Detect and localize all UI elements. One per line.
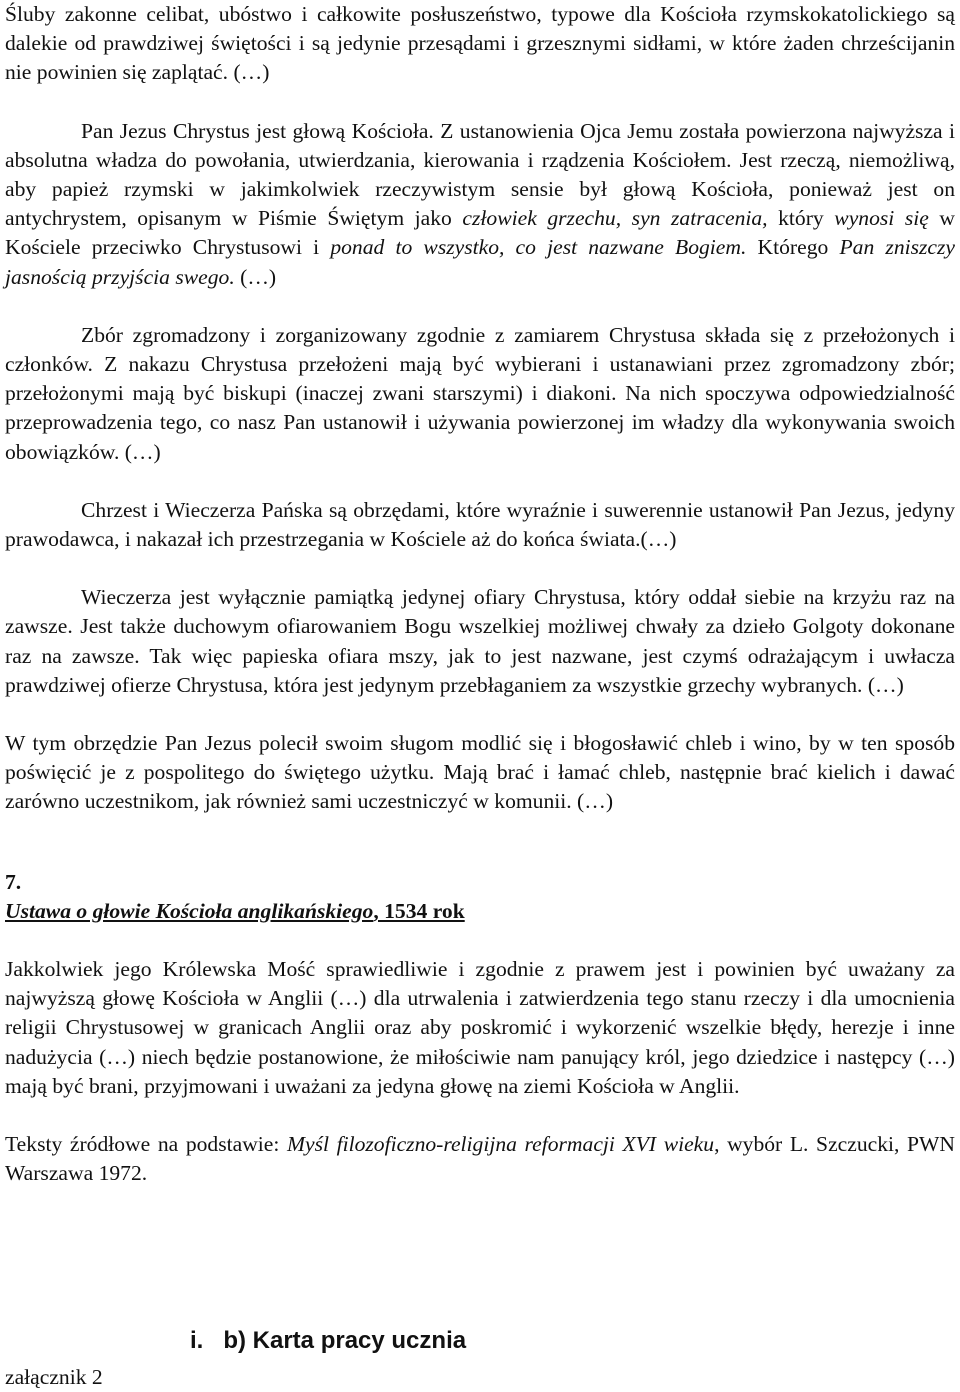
paragraph-sacraments (5, 496, 955, 554)
source-title: Myśl filozoficzno-religijna reformacji XVI wieku (287, 1132, 715, 1157)
paragraph-head-text-d: Którego (746, 235, 840, 260)
paragraph-vows (5, 0, 955, 88)
paragraph-congregation (5, 321, 955, 467)
source-note (5, 1130, 955, 1188)
paragraph-head-text-e: (…) (234, 264, 277, 289)
source-prefix: Teksty źródłowe na podstawie: (5, 1132, 287, 1157)
paragraph-head-text-b: który (767, 206, 835, 231)
paragraph-vows-text: Śluby zakonne celibat, ubóstwo i całkowite posłuszeństwo, typowe dla Kościoła rzymskokatolickiego są dalekie od prawdziwej świętości i są jedynie przesądami i grzesznymi sidłami, w które żaden chrześcijanin nie powinien się zaplątać. (…) (5, 2, 955, 85)
paragraph-head-of-church (5, 117, 955, 292)
paragraph-congregation-text: Zbór zgromadzony i zorganizowany zgodnie z zamiarem Chrystusa składa się z przełożonych i członków. Z nakazu Chrystusa przełożeni mają być wybierani i ustanawiani przez zgromadzony zbór; przełożonymi mają być biskupi (inaczej zwani starszymi) i diakoni. Na nich spoczywa odpowiedzialność przeprowadzenia tego, co nasz Pan ustanowił i używania powierzonej im władzy dla wykonywania swoich obowiązków. (…) (5, 322, 955, 464)
paragraph-rite-text: W tym obrzędzie Pan Jezus polecił swoim sługom modlić się i błogosławić chleb i wino, by w ten sposób poświęcić je z pospolitego do świętego użytku. Mają brać i łamać chleb, następnie brać kielich i dawać zarówno uczestnikom, jak również sami uczestniczyć w komunii. (…) (5, 731, 955, 814)
section-number: 7. (5, 869, 22, 894)
paragraph-head-text-c: w Kościele przeciwko Chrystusowi i (5, 206, 956, 260)
paragraph-rite (5, 729, 955, 817)
source-suffix: , wybór L. Szczucki, PWN Warszawa 1972. (5, 1132, 955, 1186)
quote-destroy-by-coming: Pan zniszczy jasnością przyjścia swego. (5, 235, 955, 289)
act-text: Jakkolwiek jego Królewska Mość sprawiedliwie i zgodnie z prawem jest i powinien być uważany za najwyższą głowę Kościoła w Anglii (…) dla utrwalenia i zatwierdzenia tego stanu rzeczy i dla umocnienia religii Chrystusowej w granicach Anglii oraz aby poskromić i wykorzenić wszelkie błędy, herezje i inne nadużycia (…) niech będzie postanowione, że miłościwie nam panujący król, jego dziedzice i następcy (…) mają być brani, przyjmowani i uważani za jedyna głowę na ziemi Kościoła w Anglii. (5, 957, 955, 1098)
attachment-label: załącznik 2 (5, 1365, 103, 1389)
paragraph-head-text-a: Pan Jezus Chrystus jest głową Kościoła. Z ustanowienia Ojca Jemu została powierzona najwyższa i absolutna władza do powołania, utwierdzania, kierowania i rządzenia Kościołem. Jest rzeczą, niemożliwą, aby papież rzymski w jakimkolwiek rzeczywistym sensie był głową Kościoła, ponieważ jest on antychrystem, opisanym w Piśmie Świętym jako (5, 118, 955, 231)
quote-above-all: ponad to wszystko, co jest nazwane Bogiem. (330, 235, 747, 260)
section-year: , 1534 rok (373, 898, 465, 923)
paragraph-act-of-supremacy (5, 955, 955, 1101)
document-page (5, 0, 955, 1189)
paragraph-supper-text: Wieczerza jest wyłącznie pamiątką jedynej ofiary Chrystusa, który oddał siebie na krzyżu raz na zawsze. Jest także duchowym ofiarowaniem Bogu wszelkiej możliwej chwały za dzieło Golgoty dokonane raz na zawsze. Tak więc papieska ofiara mszy, jak to jest nazwane, jest czymś odrażającym i uwłacza prawdziwej ofierze Chrystusa, która jest jedynym przebłaganiem za wszystkie grzechy wybranych. (…) (5, 585, 955, 697)
quote-man-of-sin: człowiek grzechu, syn zatracenia, (462, 206, 768, 231)
section-title: Ustawa o głowie Kościoła anglikańskiego (5, 898, 374, 923)
paragraph-sacraments-text: Chrzest i Wieczerza Pańska są obrzędami, które wyraźnie i suwerennie ustanowił Pan Jezus, jedyny prawodawca, i nakazał ich przestrzegania w Kościele aż do końca świata.(…) (5, 497, 955, 552)
quote-exalts-himself: wynosi się (834, 206, 929, 231)
paragraph-supper (5, 583, 955, 700)
worksheet-title: i. b) Karta pracy ucznia (190, 1327, 467, 1354)
section-heading (5, 897, 955, 926)
